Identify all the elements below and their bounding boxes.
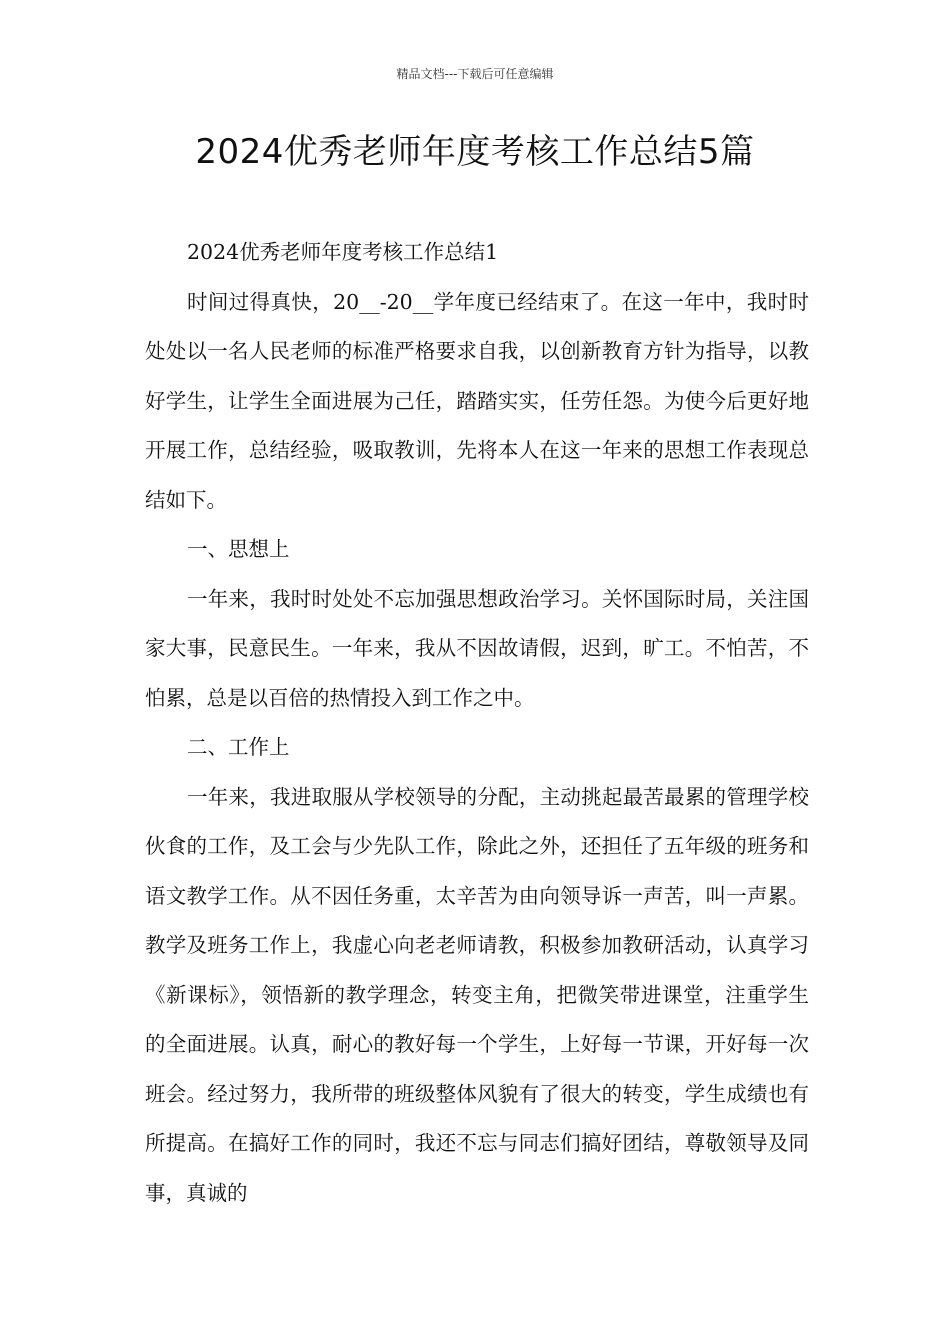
header-note: 精品文档---下载后可任意编辑	[396, 67, 554, 81]
section-heading: 一、思想上	[187, 537, 290, 561]
body-paragraph: 一年来，我进取服从学校领导的分配，主动挑起最苦最累的管理学校伙食的工作，及工会与少先队工作，除此之外，还担任了五年级的班务和语文教学工作。从不因任务重，太辛苦为由向领导诉一声苦，叫一声累。教学及班务工作上，我虚心向老老师请教，积极参加教研活动，认真学习《新课标》，领悟新的教学理念，转变主角，把微笑带进课堂，注重学生的全面进展。认真，耐心的教好每一个学生，上好每一节课，开好每一次班会。经过努力，我所带的班级整体风貌有了很大的转变，学生成绩也有所提高。在搞好工作的同时，我还不忘与同志们搞好团结，尊敬领导及同事，真诚的	[145, 784, 809, 1205]
document-title: 2024优秀老师年度考核工作总结5篇	[195, 132, 755, 172]
section-heading: 二、工作上	[187, 735, 290, 759]
body-paragraph: 时间过得真快，20__-20__学年度已经结束了。在这一年中，我时时处处以一名人民老师的标准严格要求自我，以创新教育方针为指导，以教好学生，让学生全面进展为己任，踏踏实实，任劳任怨。为使今后更好地开展工作，总结经验，吸取教训，先将本人在这一年来的思想工作表现总结如下。	[145, 289, 809, 512]
section-subtitle: 2024优秀老师年度考核工作总结1	[187, 240, 499, 264]
body-paragraph: 一年来，我时时处处不忘加强思想政治学习。关怀国际时局，关注国家大事，民意民生。一年来，我从不因故请假，迟到，旷工。不怕苦，不怕累，总是以百倍的热情投入到工作之中。	[145, 586, 809, 710]
document-body	[145, 228, 809, 1218]
